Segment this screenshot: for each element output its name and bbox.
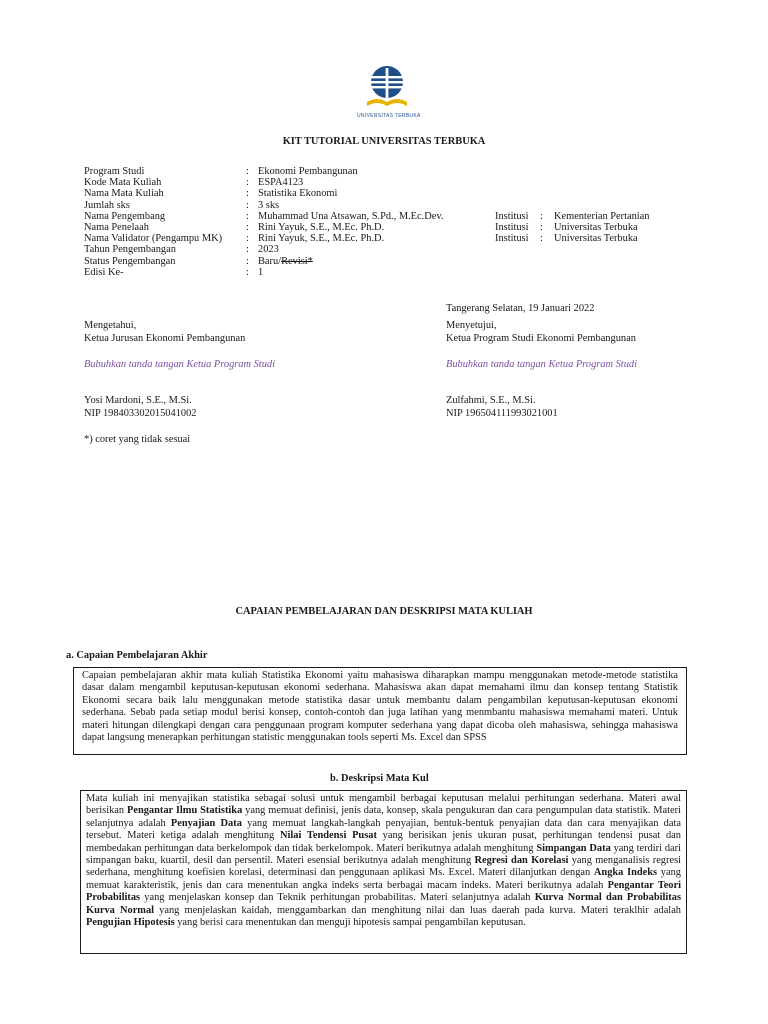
info-colon: : (246, 244, 249, 256)
right-sign-heading: Menyetujui, (446, 320, 497, 331)
desc-topic: Nilai Tendensi Pusat (279, 830, 377, 842)
info-value: Muhammad Una Atsawan, S.Pd., M.Ec.Dev. (258, 210, 444, 222)
info-colon: : (246, 233, 249, 245)
logo-text: UNIVERSITAS TERBUKA (357, 113, 421, 119)
desc-text: yang memuat karakteristik, jenis dan cara menentukan angka indeks serta berbagai macam indeks. Materi berikutnya adalah (86, 867, 681, 891)
info-value: 1 (258, 266, 264, 278)
status-revision: Revisi* (281, 255, 313, 267)
left-sign-role: Ketua Jurusan Ekonomi Pembangunan (84, 333, 246, 344)
info-label: Jumlah sks (84, 199, 130, 211)
status-value (258, 256, 313, 268)
place-date: Tangerang Selatan, 19 Januari 2022 (446, 303, 595, 314)
info-label: Edisi Ke- (84, 266, 124, 278)
info-label: Nama Mata Kuliah (84, 188, 164, 200)
info-label: Program Studi (84, 166, 145, 177)
info-label: Nama Penelaah (84, 222, 149, 233)
info-colon: : (246, 255, 249, 267)
institution-value: Universitas Terbuka (554, 222, 638, 233)
info-colon: : (540, 210, 543, 222)
info-label: Nama Validator (Pengampu MK) (84, 233, 223, 245)
desc-text: yang berisi cara menentukan dan menguji hipotesis sampai pengambilan keputusan. (174, 917, 526, 929)
right-sign-role: Ketua Program Studi Ekonomi Pembangunan (446, 333, 636, 344)
desc-topic: Angka Indeks (593, 867, 658, 879)
info-label: Status Pengembangan (84, 255, 176, 267)
desc-text: yang menganalisis regresi sederhana, menghitung koefisien korelasi, determinasi dan penggunaan aplikasi Ms. Excel. Materi dilanjutkan dengan (86, 855, 682, 879)
university-logo (357, 62, 421, 124)
right-sign-name: Zulfahmi, S.E., M.Si. (446, 395, 536, 406)
institution-label: Institusi (495, 210, 529, 222)
footnote: *) coret yang tidak sesuai (84, 434, 191, 445)
info-colon: : (246, 166, 249, 177)
course-description-box (80, 790, 687, 954)
info-label: Kode Mata Kuliah (84, 177, 162, 189)
desc-topic: Pengujian Hipotesis (86, 917, 175, 929)
left-sign-name: Yosi Mardoni, S.E., M.Si. (84, 395, 192, 406)
section-title: CAPAIAN PEMBELAJARAN DAN DESKRIPSI MATA KULIAH (235, 606, 533, 617)
left-sign-heading: Mengetahui, (84, 320, 137, 331)
info-label: Nama Pengembang (84, 210, 166, 222)
info-value: ESPA4123 (258, 177, 304, 189)
learning-outcome-text: Capaian pembelajaran akhir mata kuliah Statistika Ekonomi yaitu mahasiswa diharapkan mampu menggunakan metode-metode statistika dasar dalam mengambil keputusan-keputusan ekonomi sederhana. Mahasiswa akan dapat memahami ilmu dan konsep tentang Statistik Ekonomi secara baik lalu menggunakan metode statistika dasar untuk membantu dalam pengambilan keputusan-keputusan ekonomi sederhana. Sebab pada setiap modul berisi konsep, contoh-contoh dan juga latihan yang menmbantu mahasiswa memahami materi. Untuk materi hitungan dilengkapi dengan cara penggunaan program komputer sederhana yang dapat dicoba oleh mahasiswa, sehingga mahasiswa dapat langsung menerapkan perhitungan statistic menggunakan tools seperti Ms. Excel dan SPSS (82, 670, 678, 744)
desc-topic: Regresi dan Korelasi (474, 855, 569, 867)
right-signature-placeholder: Bubuhkan tanda tangan Ketua Program Studi (446, 359, 637, 370)
info-value: 2023 (258, 244, 279, 256)
info-value: Rini Yayuk, S.E., M.Ec. Ph.D. (258, 222, 385, 233)
institution-label: Institusi (495, 222, 529, 233)
left-sign-nip: NIP 198403302015041002 (84, 408, 197, 419)
info-colon: : (246, 210, 249, 222)
info-label: Tahun Pengembangan (84, 244, 176, 256)
info-value: Rini Yayuk, S.E., M.Ec. Ph.D. (258, 233, 385, 245)
info-colon: : (246, 188, 249, 200)
institution-value: Universitas Terbuka (554, 233, 638, 245)
desc-text: yang berisikan jenis ukuran pusat, perhitungan tendensi pusat dan membedakan perhitungan data berkelompok dan tidak berkelompok. Materi berikutnya adalah menghitung (86, 830, 681, 854)
ut-emblem-icon (357, 62, 417, 114)
info-value: 3 sks (258, 199, 280, 211)
status-new: Baru/ (258, 255, 282, 267)
desc-text: yang menjelaskan kaidah, menggambarkan dan menghitung nilai dan luas daerah pada kurva. Materi teraklhir adalah (154, 904, 682, 916)
section-b-heading: b. Deskripsi Mata Kul (330, 773, 429, 784)
desc-text: Mata kuliah ini menyajikan statistika sebagai solusi untuk mengambil berbagai keputusan melalui perhitungan sederhana. Materi awal berisikan (86, 793, 681, 817)
desc-text: yang terdiri dari simpangan baku, kuartil, desil dan persentil. Materi esensial berikutnya adalah menghitung (86, 842, 682, 867)
left-signature-placeholder: Bubuhkan tanda tangan Ketua Program Studi (84, 359, 275, 370)
desc-topic: Pengantar Teori Probabilitas (86, 879, 681, 904)
info-colon: : (540, 222, 543, 233)
institution-value: Kementerian Pertanian (554, 210, 650, 222)
desc-topic: Penyajian Data (170, 817, 242, 829)
learning-outcome-box (73, 667, 687, 755)
info-value: Statistika Ekonomi (258, 188, 338, 200)
info-colon: : (246, 177, 249, 189)
info-colon: : (246, 266, 249, 278)
info-colon: : (246, 222, 249, 233)
section-a-heading: a. Capaian Pembelajaran Akhir (66, 650, 208, 661)
page-title: KIT TUTORIAL UNIVERSITAS TERBUKA (282, 136, 486, 147)
right-sign-nip: NIP 196504111993021001 (446, 408, 558, 419)
course-description-text (86, 793, 681, 929)
desc-text: yang menjelaskan konsep dan Teknik perhitungan probabilitas. Materi selanjutnya adalah (140, 892, 535, 904)
desc-text: yang memuat definisi, jenis data, konsep, skala pengukuran dan cara pengumpulan data statistik. Materi selanjutnya adalah (86, 805, 681, 829)
info-colon: : (246, 199, 249, 211)
info-value: Ekonomi Pembangunan (258, 166, 358, 177)
desc-topic: Simpangan Data (536, 842, 611, 854)
info-colon: : (540, 233, 543, 245)
desc-topic: Kurva Normal dan Probabilitas Kurva Normal (86, 892, 681, 916)
desc-text: yang memuat langkah-langkah penyajian, bentuk-bentuk penyajian data dan cara menyajikan data tersebut. Materi ketiga adalah menghitung (86, 817, 681, 842)
institution-label: Institusi (495, 233, 529, 245)
desc-topic: Pengantar Ilmu Statistika (126, 805, 243, 817)
